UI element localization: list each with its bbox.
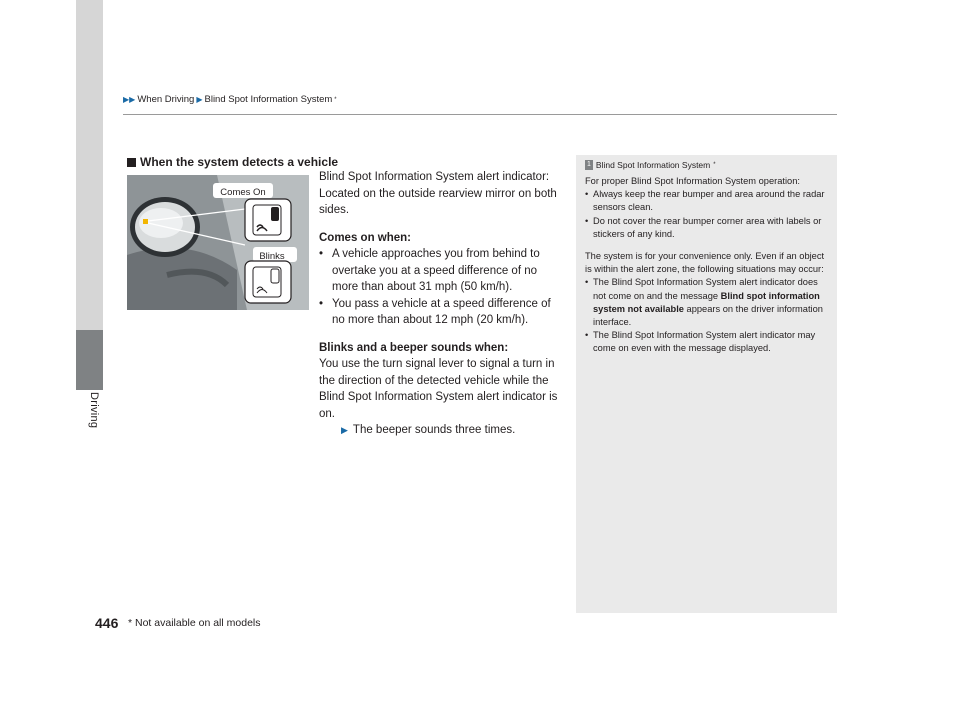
comes-on-label: Comes On [220, 187, 266, 198]
breadcrumb-item-when-driving[interactable]: When Driving [137, 94, 195, 105]
side-note-body [585, 175, 830, 356]
note-intro: For proper Blind Spot Information System operation: [585, 176, 800, 186]
header-rule [123, 114, 837, 115]
mirror-illustration-svg [127, 175, 309, 310]
breadcrumb-item-bsi[interactable]: Blind Spot Information System [204, 94, 333, 105]
breadcrumb [123, 94, 337, 105]
section-title [127, 155, 338, 169]
list-item [585, 215, 830, 241]
bullet-icon: • [319, 297, 324, 310]
intro-text: Blind Spot Information System alert indicator: Located on the outside rearview mirror on both sides. [319, 171, 557, 216]
note-bullet-1: Always keep the rear bumper and area around the radar sensors clean. [593, 189, 825, 213]
side-tab [76, 0, 103, 722]
arrow-right-icon: ▶▶ [123, 95, 136, 104]
note-bullet-4: The Blind Spot Information System alert indicator may come on even with the message displayed. [593, 330, 816, 354]
list-item [585, 188, 830, 214]
comes-on-heading: Comes on when: [319, 231, 412, 244]
note-bullet-2: Do not cover the rear bumper corner area with labels or stickers of any kind. [593, 215, 822, 239]
blinks-label: Blinks [259, 251, 285, 262]
note-bullet-3: The Blind Spot Information System alert indicator does not come on and the message Blind spot information system not available appears on the driver information interface. [593, 277, 823, 328]
bullet-icon: • [585, 277, 589, 288]
blinks-result [319, 422, 559, 439]
bullet-icon: • [585, 215, 589, 226]
side-note-header [585, 160, 716, 170]
blinks-result-text: The beeper sounds three times. [352, 424, 516, 436]
comes-on-bullet-2: You pass a vehicle at a speed difference of no more than about 12 mph (20 km/h). [332, 297, 551, 326]
bullet-icon: • [585, 330, 589, 341]
note-paragraph: The system is for your convenience only. Even if an object is within the alert zone, the following situations may occur: [585, 251, 825, 275]
bullet-icon: • [319, 248, 324, 260]
list-item [585, 329, 830, 355]
note-title[interactable]: Blind Spot Information System [595, 160, 711, 170]
blinks-heading: Blinks and a beeper sounds when: [319, 341, 509, 354]
blinks-text: You use the turn signal lever to signal a turn in the direction of the detected vehicle while the Blind Spot Information System alert indicator is on. [319, 358, 558, 420]
mirror-illustration [127, 175, 309, 310]
asterisk-mark: * [334, 96, 337, 103]
list-item [319, 296, 559, 329]
main-text [319, 169, 559, 439]
list-item [585, 276, 830, 329]
arrow-right-icon: ▶ [341, 425, 348, 435]
section-title-text: When the system detects a vehicle [140, 155, 339, 169]
square-bullet-icon [127, 158, 136, 167]
page-number: 446 [95, 615, 119, 631]
bullet-icon: • [585, 189, 589, 200]
list-item [319, 246, 559, 296]
arrow-right-icon: ▶ [196, 95, 203, 104]
asterisk-mark: * [713, 162, 716, 168]
side-tab-marker [76, 330, 103, 390]
comes-on-bullet-1: A vehicle approaches you from behind to overtake you at a speed difference of no more than about 31 mph (50 km/h). [332, 248, 540, 293]
footnote: * Not available on all models [128, 617, 261, 629]
note-number-badge: 1 [587, 161, 591, 168]
side-tab-label: Driving [88, 392, 100, 429]
